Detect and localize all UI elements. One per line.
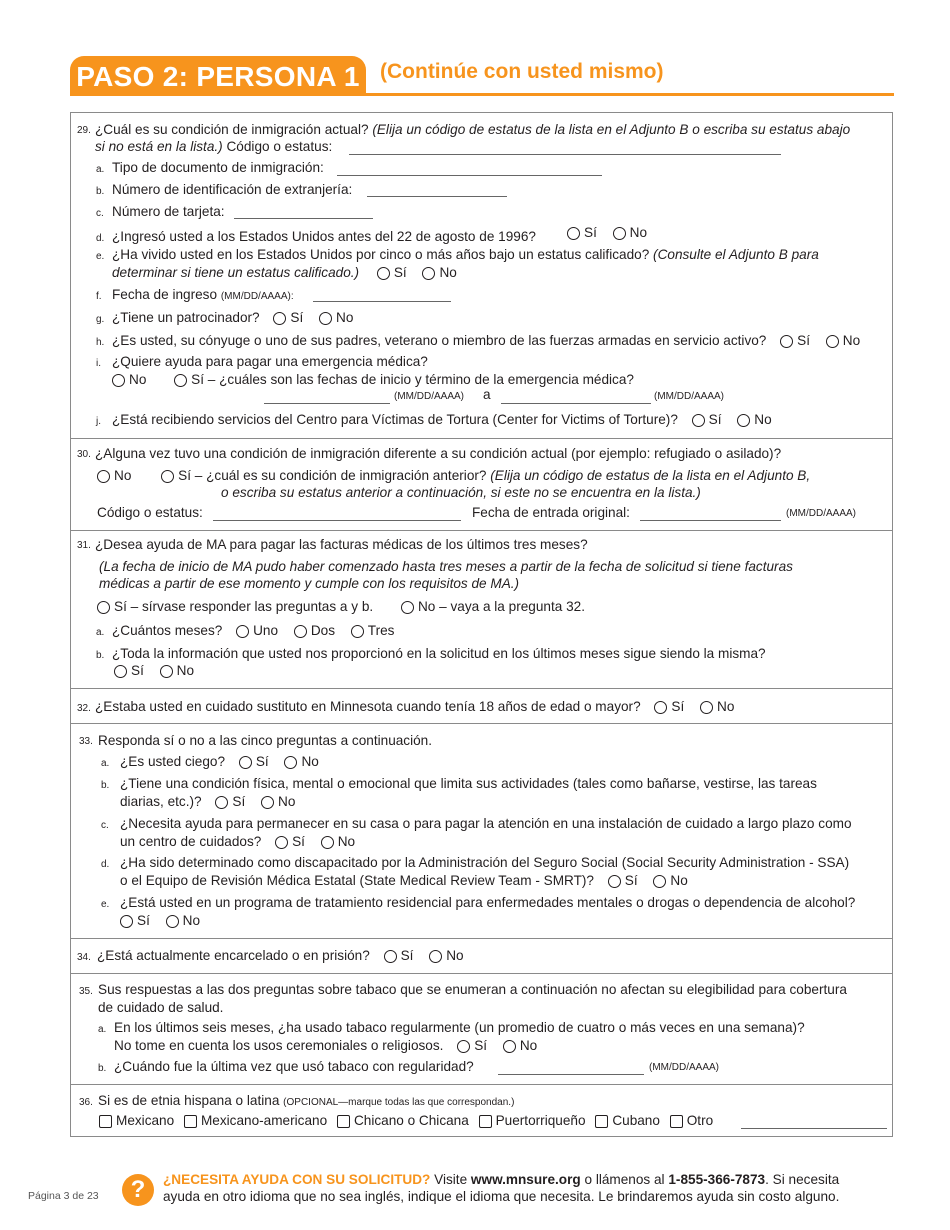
q33b-text-1: ¿Tiene una condición física, mental o emocional que limita sus actividades (tales como bañarse, vestirse, las tareas bbox=[120, 776, 817, 791]
q30-text: ¿Alguna vez tuvo una condición de inmigración diferente a su condición actual (por ejemplo: refugiado o asilado)? bbox=[95, 446, 782, 461]
q33a-yes[interactable]: Sí bbox=[239, 754, 269, 769]
q31-no[interactable]: No – vaya a la pregunta 32. bbox=[401, 599, 585, 614]
radio-icon bbox=[457, 1040, 470, 1053]
q29c-text: Número de tarjeta: bbox=[112, 204, 225, 219]
q31b-no[interactable]: No bbox=[160, 663, 194, 678]
q29i-text: ¿Quiere ayuda para pagar una emergencia médica? bbox=[112, 354, 428, 369]
q35a-no[interactable]: No bbox=[503, 1038, 537, 1053]
q31a-text: ¿Cuántos meses? bbox=[112, 623, 223, 638]
radio-icon bbox=[692, 414, 705, 427]
q29-code-label: Código o estatus: bbox=[226, 139, 333, 154]
radio-icon bbox=[377, 267, 390, 280]
q33-number: 33. bbox=[79, 736, 93, 747]
q33e-text: ¿Está usted en un programa de tratamiento residencial para enfermedades mentales o drogas o dependencia de alcohol? bbox=[120, 895, 856, 910]
q29h-text: ¿Es usted, su cónyuge o uno de sus padres, veterano o miembro de las fuerzas armadas en servicio activo? bbox=[112, 333, 767, 348]
q33a-letter: a. bbox=[101, 758, 110, 769]
q33b-text-2: diarias, etc.)? bbox=[120, 794, 202, 809]
q33c-text-2: un centro de cuidados? bbox=[120, 834, 262, 849]
q29i-yes[interactable]: Sí – ¿cuáles son las fechas de inicio y término de la emergencia médica? bbox=[174, 372, 634, 387]
step-title: PASO 2: PERSONA 1 bbox=[76, 61, 360, 92]
q32-no[interactable]: No bbox=[700, 699, 734, 714]
q34-no[interactable]: No bbox=[429, 948, 463, 963]
q30-format: (MM/DD/AAAA) bbox=[786, 508, 856, 519]
q29c-field[interactable] bbox=[234, 218, 373, 219]
help-heading: ¿NECESITA AYUDA CON SU SOLICITUD? bbox=[163, 1172, 431, 1187]
form-section bbox=[70, 112, 893, 1137]
q29e-instruction-1: (Consulte el Adjunto B para bbox=[653, 247, 819, 262]
checkbox-icon bbox=[479, 1115, 492, 1128]
radio-icon bbox=[826, 335, 839, 348]
q31-instruction-2: médicas a partir de ese momento y cumple con los requisitos de MA.) bbox=[99, 576, 520, 591]
q33-text: Responda sí o no a las cinco preguntas a continuación. bbox=[98, 733, 433, 748]
checkbox-icon bbox=[337, 1115, 350, 1128]
q34-yes[interactable]: Sí bbox=[384, 948, 414, 963]
q29c-letter: c. bbox=[96, 208, 104, 219]
q29j-letter: j. bbox=[96, 416, 101, 427]
checkbox-icon bbox=[595, 1115, 608, 1128]
q31b-yes[interactable]: Sí bbox=[114, 663, 144, 678]
radio-icon bbox=[351, 625, 364, 638]
q36-option-otro[interactable]: Otro bbox=[670, 1113, 713, 1128]
q30-code-field[interactable] bbox=[213, 520, 461, 521]
radio-icon bbox=[97, 601, 110, 614]
q29f-date-field[interactable] bbox=[313, 301, 451, 302]
q35-text-1: Sus respuestas a las dos preguntas sobre tabaco que se enumeran a continuación no afectan su elegibilidad para cobertura bbox=[98, 982, 847, 997]
q36-option-cubano[interactable]: Cubano bbox=[595, 1113, 660, 1128]
q29-instruction-1: (Elija un código de estatus de la lista en el Adjunto B o escriba su estatus abajo bbox=[372, 122, 851, 137]
q29-text: ¿Cuál es su condición de inmigración actual? bbox=[95, 122, 369, 137]
q30-date-field[interactable] bbox=[640, 520, 781, 521]
q29i-start-date-field[interactable] bbox=[264, 403, 390, 404]
q29d-letter: d. bbox=[96, 233, 105, 244]
q29a-field[interactable] bbox=[337, 175, 602, 176]
q34-number: 34. bbox=[77, 952, 91, 963]
radio-icon bbox=[112, 374, 125, 387]
q33d-text-1: ¿Ha sido determinado como discapacitado por la Administración del Seguro Social (Social Security Administration - SSA) bbox=[120, 855, 850, 870]
q33b-no[interactable]: No bbox=[261, 794, 295, 809]
website-link[interactable]: www.mnsure.org bbox=[470, 1172, 581, 1187]
q33d-letter: d. bbox=[101, 859, 110, 870]
q36-other-field[interactable] bbox=[741, 1128, 887, 1129]
radio-icon bbox=[780, 335, 793, 348]
radio-icon bbox=[319, 312, 332, 325]
radio-icon bbox=[215, 796, 228, 809]
q35-text-2: de cuidado de salud. bbox=[98, 1000, 224, 1015]
divider bbox=[71, 1084, 892, 1085]
q29i-format-1: (MM/DD/AAAA) bbox=[394, 391, 464, 402]
radio-icon bbox=[503, 1040, 516, 1053]
q34-text: ¿Está actualmente encarcelado o en prisión? bbox=[97, 948, 370, 963]
radio-icon bbox=[653, 875, 666, 888]
q33b-yes[interactable]: Sí bbox=[215, 794, 245, 809]
q33d-no[interactable]: No bbox=[653, 873, 687, 888]
q29j-text: ¿Está recibiendo servicios del Centro para Víctimas de Tortura (Center for Victims of Torture)? bbox=[112, 412, 678, 427]
q36-option-puertorriqueno[interactable]: Puertorriqueño bbox=[479, 1113, 586, 1128]
q32-number: 32. bbox=[77, 703, 91, 714]
radio-icon bbox=[654, 701, 667, 714]
q29i-end-date-field[interactable] bbox=[501, 403, 651, 404]
q29f-format: (MM/DD/AAAA): bbox=[220, 291, 294, 302]
q29i-format-2: (MM/DD/AAAA) bbox=[654, 391, 724, 402]
q29f-letter: f. bbox=[96, 291, 102, 302]
divider bbox=[71, 688, 892, 689]
q33c-letter: c. bbox=[101, 820, 109, 831]
q30-code-label: Código o estatus: bbox=[97, 505, 203, 520]
q29h-letter: h. bbox=[96, 337, 105, 348]
q29f-text: Fecha de ingreso bbox=[112, 287, 218, 302]
q29-number: 29. bbox=[77, 125, 91, 136]
q31a-letter: a. bbox=[96, 627, 105, 638]
q33b-letter: b. bbox=[101, 780, 110, 791]
q29b-field[interactable] bbox=[367, 196, 507, 197]
q30-yes[interactable]: Sí – ¿cuál es su condición de inmigración anterior? bbox=[161, 468, 486, 483]
q29g-text: ¿Tiene un patrocinador? bbox=[112, 310, 260, 325]
radio-icon bbox=[422, 267, 435, 280]
radio-icon bbox=[613, 227, 626, 240]
q29a-text: Tipo de documento de inmigración: bbox=[112, 160, 324, 175]
q29h-yes[interactable]: Sí bbox=[780, 333, 810, 348]
step-title-tab bbox=[70, 56, 366, 96]
radio-icon bbox=[120, 915, 133, 928]
q29-instruction-2: si no está en la lista.) bbox=[95, 139, 223, 154]
q33e-no[interactable]: No bbox=[166, 913, 200, 928]
radio-icon bbox=[284, 756, 297, 769]
q31-instruction-1: (La fecha de inicio de MA pudo haber comenzado hasta tres meses a partir de la fecha de solicitud si tiene facturas bbox=[99, 559, 793, 574]
step-subtitle: (Continúe con usted mismo) bbox=[380, 60, 664, 83]
q33d-yes[interactable]: Sí bbox=[608, 873, 638, 888]
radio-icon bbox=[608, 875, 621, 888]
divider bbox=[71, 530, 892, 531]
q35b-format: (MM/DD/AAAA) bbox=[649, 1062, 719, 1073]
q36-note: (OPCIONAL—marque todas las que correspondan.) bbox=[283, 1097, 515, 1108]
q33c-no[interactable]: No bbox=[321, 834, 355, 849]
checkbox-icon bbox=[184, 1115, 197, 1128]
checkbox-icon bbox=[670, 1115, 683, 1128]
q29j-yes[interactable]: Sí bbox=[692, 412, 722, 427]
q31b-letter: b. bbox=[96, 650, 105, 661]
page-number: Página 3 de 23 bbox=[28, 1190, 99, 1202]
q30-number: 30. bbox=[77, 449, 91, 460]
q29a-letter: a. bbox=[96, 164, 105, 175]
help-question-icon: ? bbox=[122, 1174, 154, 1206]
q31-number: 31. bbox=[77, 540, 91, 551]
radio-icon bbox=[275, 836, 288, 849]
q36-number: 36. bbox=[79, 1097, 93, 1108]
q29e-no[interactable]: No bbox=[422, 265, 456, 280]
q35a-yes[interactable]: Sí bbox=[457, 1038, 487, 1053]
help-language-text: ayuda en otro idioma que no sea inglés, indique el idioma que necesita. Le brindaremos ayuda sin costo alguno. bbox=[163, 1189, 840, 1204]
q33d-text-2: o el Equipo de Revisión Médica Estatal (State Medical Review Team - SMRT)? bbox=[120, 873, 594, 888]
q33c-yes[interactable]: Sí bbox=[275, 834, 305, 849]
q29e-letter: e. bbox=[96, 251, 105, 262]
radio-icon bbox=[239, 756, 252, 769]
q35a-text-1: En los últimos seis meses, ¿ha usado tabaco regularmente (un promedio de cuatro o más veces en una semana)? bbox=[114, 1020, 805, 1035]
q29i-no[interactable]: No bbox=[112, 372, 146, 387]
radio-icon bbox=[97, 470, 110, 483]
q35a-text-2: No tome en cuenta los usos ceremoniales o religiosos. bbox=[114, 1038, 444, 1053]
q31b-text: ¿Toda la información que usted nos proporcionó en la solicitud en los últimos meses sigue siendo la misma? bbox=[112, 646, 766, 661]
radio-icon bbox=[261, 796, 274, 809]
q35b-text: ¿Cuándo fue la última vez que usó tabaco con regularidad? bbox=[114, 1059, 474, 1074]
q29i-connector: a bbox=[483, 387, 491, 402]
radio-icon bbox=[236, 625, 249, 638]
q30-instruction-1: (Elija un código de estatus de la lista en el Adjunto B, bbox=[490, 468, 811, 483]
radio-icon bbox=[294, 625, 307, 638]
q29j-no[interactable]: No bbox=[737, 412, 771, 427]
q29g-no[interactable]: No bbox=[319, 310, 353, 325]
q35a-letter: a. bbox=[98, 1024, 107, 1035]
radio-icon bbox=[737, 414, 750, 427]
q33c-text-1: ¿Necesita ayuda para permanecer en su casa o para pagar la atención en una instalación de cuidado a largo plazo como bbox=[120, 816, 852, 831]
q33e-yes[interactable]: Sí bbox=[120, 913, 150, 928]
q29g-yes[interactable]: Sí bbox=[273, 310, 303, 325]
q31a-option-uno[interactable]: Uno bbox=[236, 623, 278, 638]
q29b-text: Número de identificación de extranjería: bbox=[112, 182, 353, 197]
q33a-no[interactable]: No bbox=[284, 754, 318, 769]
help-text: ¿NECESITA AYUDA CON SU SOLICITUD? Visite www.mnsure.org o llámenos al 1-855-366-7873. Si necesita ayuda en otro idioma que no sea inglés, indique el idioma que necesita. Le brindaremos ayuda sin costo alguno. bbox=[163, 1172, 840, 1204]
q29e-yes[interactable]: Sí bbox=[377, 265, 407, 280]
q35b-date-field[interactable] bbox=[498, 1074, 644, 1075]
q29d-text: ¿Ingresó usted a los Estados Unidos antes del 22 de agosto de 1996? bbox=[112, 229, 536, 244]
radio-icon bbox=[273, 312, 286, 325]
q31a-option-tres[interactable]: Tres bbox=[351, 623, 395, 638]
q35-number: 35. bbox=[79, 986, 93, 997]
radio-icon bbox=[401, 601, 414, 614]
radio-icon bbox=[567, 227, 580, 240]
divider bbox=[71, 438, 892, 439]
radio-icon bbox=[160, 665, 173, 678]
q33e-letter: e. bbox=[101, 899, 110, 910]
radio-icon bbox=[114, 665, 127, 678]
q29e-text: ¿Ha vivido usted en los Estados Unidos por cinco o más años bajo un estatus calificado? bbox=[112, 247, 650, 262]
radio-icon bbox=[429, 950, 442, 963]
q29d-yes[interactable]: Sí bbox=[567, 225, 597, 240]
radio-icon bbox=[321, 836, 334, 849]
q29g-letter: g. bbox=[96, 314, 105, 325]
q30-date-label: Fecha de entrada original: bbox=[472, 505, 630, 520]
q31a-option-dos[interactable]: Dos bbox=[294, 623, 335, 638]
q33a-text: ¿Es usted ciego? bbox=[120, 754, 226, 769]
q36-option-mexicano[interactable]: Mexicano bbox=[99, 1113, 174, 1128]
checkbox-icon bbox=[99, 1115, 112, 1128]
q29-code-field[interactable] bbox=[349, 154, 781, 155]
q36-option-mexicano-americano[interactable]: Mexicano-americano bbox=[184, 1113, 327, 1128]
q30-instruction-2: o escriba su estatus anterior a continuación, si este no se encuentra en la lista.) bbox=[221, 485, 701, 500]
radio-icon bbox=[700, 701, 713, 714]
q29e-instruction-2: determinar si tiene un estatus calificado.) bbox=[112, 265, 360, 280]
q29b-letter: b. bbox=[96, 186, 105, 197]
q29i-letter: i. bbox=[96, 358, 101, 369]
q32-text: ¿Estaba usted en cuidado sustituto en Minnesota cuando tenía 18 años de edad o mayor? bbox=[95, 699, 641, 714]
header-rule bbox=[70, 93, 894, 96]
radio-icon bbox=[174, 374, 187, 387]
radio-icon bbox=[166, 915, 179, 928]
q29d-no[interactable]: No bbox=[613, 225, 647, 240]
q31-yes[interactable]: Sí – sírvase responder las preguntas a y b. bbox=[97, 599, 373, 614]
radio-icon bbox=[384, 950, 397, 963]
q30-no[interactable]: No bbox=[97, 468, 131, 483]
radio-icon bbox=[161, 470, 174, 483]
q36-text: Si es de etnia hispana o latina bbox=[98, 1093, 280, 1108]
divider bbox=[71, 723, 892, 724]
divider bbox=[71, 938, 892, 939]
q29h-no[interactable]: No bbox=[826, 333, 860, 348]
q35b-letter: b. bbox=[98, 1063, 107, 1074]
phone-number[interactable]: 1-855-366-7873 bbox=[668, 1172, 766, 1187]
q32-yes[interactable]: Sí bbox=[654, 699, 684, 714]
q31-text: ¿Desea ayuda de MA para pagar las facturas médicas de los últimos tres meses? bbox=[95, 537, 588, 552]
q36-option-chicano[interactable]: Chicano o Chicana bbox=[337, 1113, 469, 1128]
divider bbox=[71, 973, 892, 974]
